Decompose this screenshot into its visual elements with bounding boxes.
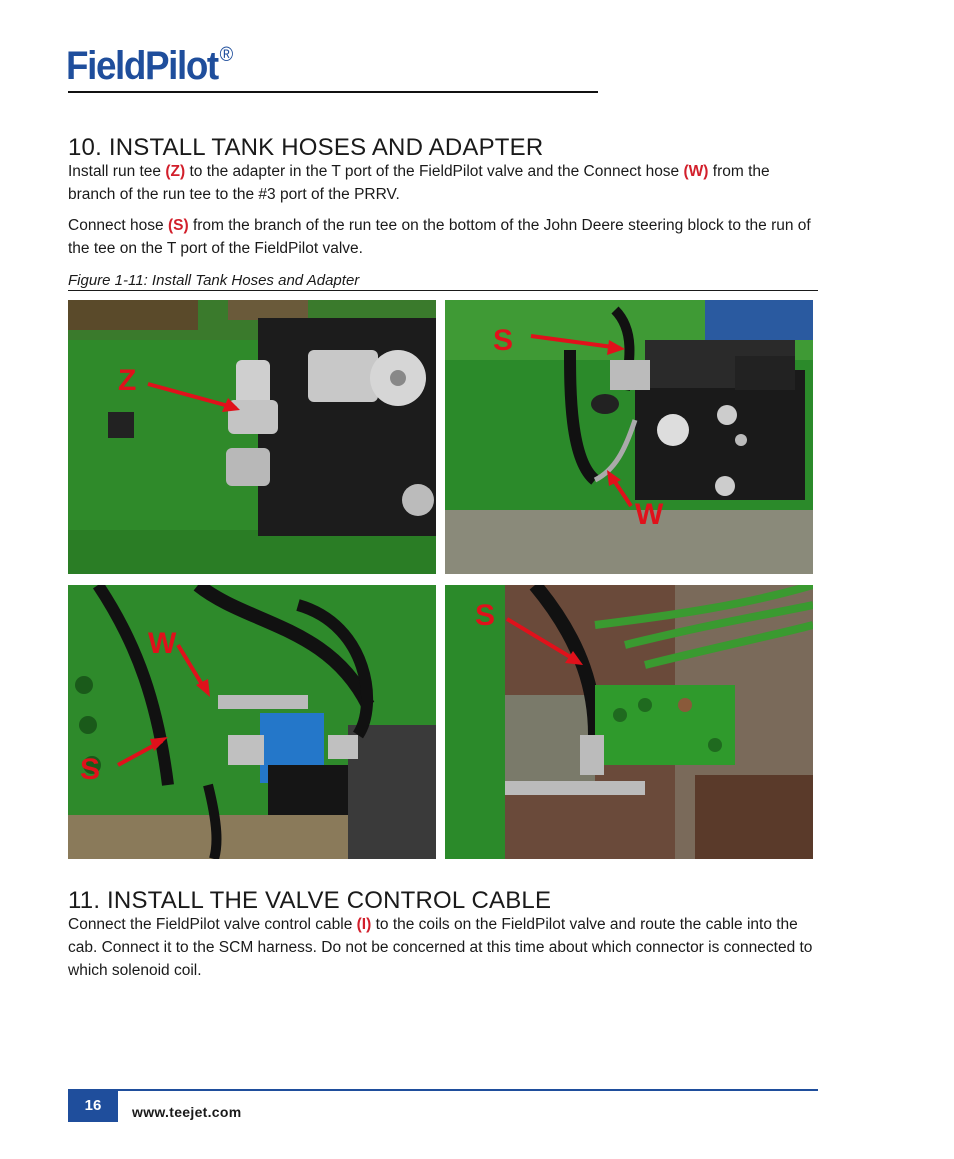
section-10-paragraph-2: Connect hose (S) from the branch of the run tee on the bottom of the John Deere steering block to the run of the tee on the T port of the FieldPilot valve.	[68, 217, 811, 257]
registered-mark: ®	[219, 43, 232, 66]
photo-run-tee-bottom	[445, 585, 813, 859]
section-11-title: 11. INSTALL THE VALVE CONTROL CABLE	[68, 887, 552, 914]
brand-name: FieldPilot	[66, 44, 218, 88]
photo-steering-block-hoses	[68, 585, 436, 859]
photo-run-tee-adapter	[68, 300, 436, 574]
label-z-ref: (Z)	[165, 163, 186, 180]
photo-label-z: Z	[118, 364, 137, 397]
photo-label-s: S	[475, 599, 496, 632]
website-link[interactable]: www.teejet.com	[132, 1104, 242, 1120]
photo-label-s: S	[80, 753, 101, 786]
section-10-paragraph-1: Install run tee (Z) to the adapter in the T port of the FieldPilot valve and the Connect hose (W) from the branch of the run tee to the #3 port of the PRRV.	[68, 163, 770, 203]
photo-label-w: W	[148, 627, 177, 660]
section-11-paragraph-1: Connect the FieldPilot valve control cable (I) to the coils on the FieldPilot valve and route the cable into the cab. Connect it to the SCM harness. Do not be concerned at this time about which connector is connected to which solenoid coil.	[68, 916, 813, 979]
photo-label-w: W	[635, 498, 664, 531]
footer-rule	[68, 1089, 818, 1091]
label-s-ref: (S)	[167, 217, 189, 234]
figure-caption: Figure 1-11: Install Tank Hoses and Adapter	[68, 272, 818, 291]
fieldpilot-logo	[66, 44, 232, 89]
header-rule	[68, 91, 598, 93]
photo-label-s: S	[493, 324, 514, 357]
label-i-ref: (I)	[356, 916, 372, 933]
label-w-ref: (W)	[683, 163, 709, 180]
section-10-title: 10. INSTALL TANK HOSES AND ADAPTER	[68, 134, 544, 161]
page-number: 16	[68, 1091, 118, 1122]
photo-fieldpilot-valve-hoses	[445, 300, 813, 574]
